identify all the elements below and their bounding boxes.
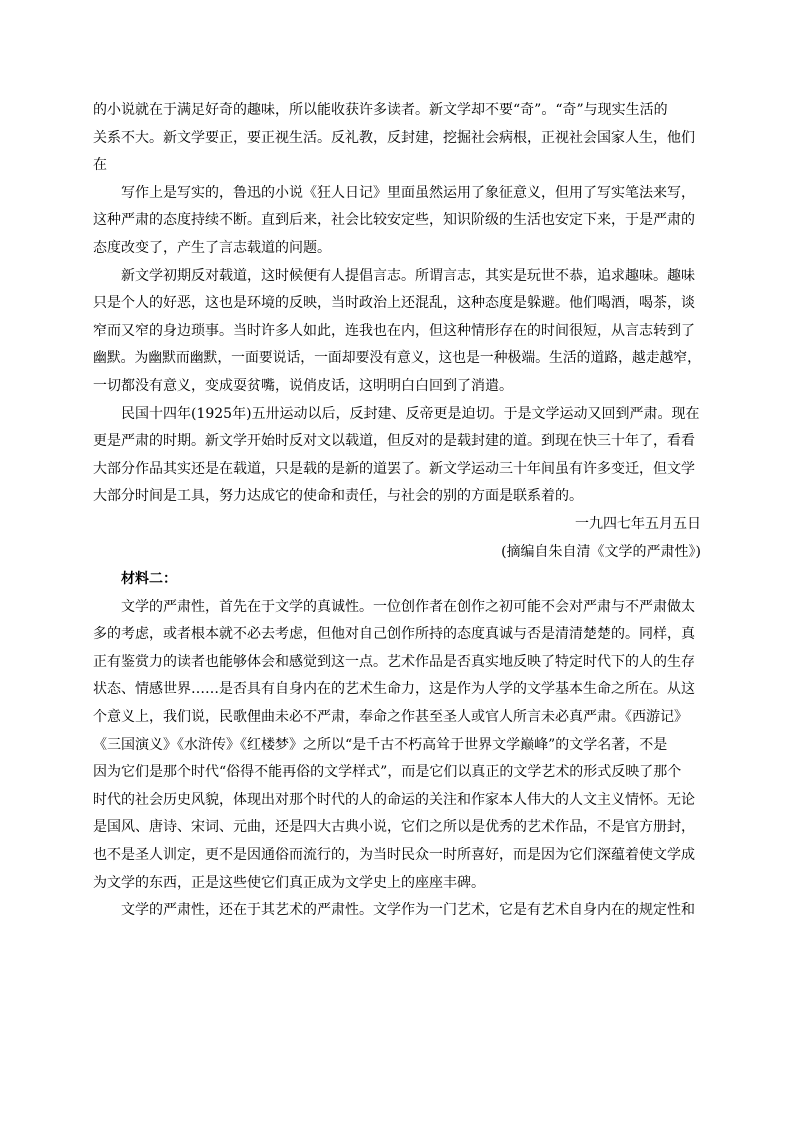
paragraph-start: 写作上是写实的，鲁迅的小说《狂人日记》里面虽然运用了象征意义，但用了写实笔法来写， [121, 184, 695, 201]
text-line: 在 [93, 157, 107, 174]
text-line: 大部分时间是工具，努力达成它的使命和责任，与社会的别的方面是联系着的。 [93, 488, 583, 505]
text-line: 正有鉴赏力的读者也能够体会和感觉到这一点。艺术作品是否真实地反映了特定时代下的人的生存 [93, 653, 695, 670]
text-line: 个意义上，我们说，民歌俚曲未必不严肃，奉命之作甚至圣人或官人所言未必真严肃。《西游记》 [93, 709, 688, 726]
text-line: 为文学的东西，正是这些使它们真正成为文学史上的座座丰碑。 [93, 874, 485, 891]
text-line: 因为它们是那个时代“俗得不能再俗的文学样式”，而是它们以真正的文学艺术的形式反映了那个 [93, 764, 682, 781]
text-line: 只是个人的好恶，这也是环境的反映，当时政治上还混乱，这种态度是躲避。他们喝酒，喝茶，谈 [93, 295, 695, 312]
text-line: 是国风、唐诗、宋词、元曲，还是四大古典小说，它们之所以是优秀的艺术作品，不是官方册封， [93, 819, 695, 836]
paragraph-start: 文学的严肃性，还在于其艺术的严肃性。文学作为一门艺术，它是有艺术自身内在的规定性和 [121, 902, 695, 919]
document-page [93, 97, 701, 925]
paragraph-start: 文学的严肃性，首先在于文学的真诚性。一位创作者在创作之初可能不会对严肃与不严肃做太 [121, 598, 695, 615]
text-line: 幽默。为幽默而幽默，一面要说话，一面却要没有意义，这也是一种极端。生活的道路，越走越窄， [93, 350, 701, 367]
text-line: 态度改变了，产生了言志载道的问题。 [93, 239, 331, 256]
text-line: 的小说就在于满足好奇的趣味，所以能收获许多读者。新文学却不要“奇”。“奇”与现实生活的 [93, 102, 668, 118]
text-line: 一切都没有意义，变成耍贫嘴，说俏皮话，这明明白白回到了消遣。 [93, 377, 513, 394]
text-line: 《三国演义》《水浒传》《红楼梦》之所以“是千古不朽高耸于世界文学巅峰”的文学名著，不是 [93, 736, 668, 753]
material-heading: 材料二： [121, 571, 177, 588]
date-line: 一九四七年五月五日 [575, 515, 701, 532]
text-line: 时代的社会历史风貌，体现出对那个时代的人的命运的关注和作家本人伟大的人文主义情怀。无论 [93, 791, 695, 808]
paragraph-start: 新文学初期反对载道，这时候便有人提倡言志。所谓言志，其实是玩世不恭，追求趣味。趣味 [121, 267, 695, 284]
text-line: 也不是圣人训定，更不是因通俗而流行的，为当时民众一时所喜好，而是因为它们深蕴着使文学成 [93, 847, 695, 864]
text-line: 窄而又窄的身边琐事。当时许多人如此，连我也在内，但这种情形存在的时间很短，从言志转到了 [93, 322, 695, 339]
text-line: 大部分作品其实还是在载道，只是载的是新的道罢了。新文学运动三十年间虽有许多变迁，但文学 [93, 460, 695, 477]
text-line: 这种严肃的态度持续不断。直到后来，社会比较安定些，知识阶级的生活也安定下来，于是严肃的 [93, 212, 695, 229]
text-line: 更是严肃的时期。新文学开始时反对文以载道，但反对的是载封建的道。到现在快三十年了，看看 [93, 433, 695, 450]
source-citation: (摘编自朱自清《文学的严肃性》) [501, 543, 701, 560]
text-line: 状态、情感世界……是否具有自身内在的艺术生命力，这是作为人学的文学基本生命之所在。从这 [93, 681, 695, 698]
text-line: 关系不大。新文学要正，要正视生活。反礼教，反封建，挖掘社会病根，正视社会国家人生，他们 [93, 129, 695, 146]
text-line: 多的考虑，或者根本就不必去考虑，但他对自己创作所持的态度真诚与否是清清楚楚的。同样，真 [93, 626, 695, 643]
paragraph-start: 民国十四年(1925年)五卅运动以后，反封建、反帝更是迫切。于是文学运动又回到严肃。现在 [121, 405, 700, 422]
